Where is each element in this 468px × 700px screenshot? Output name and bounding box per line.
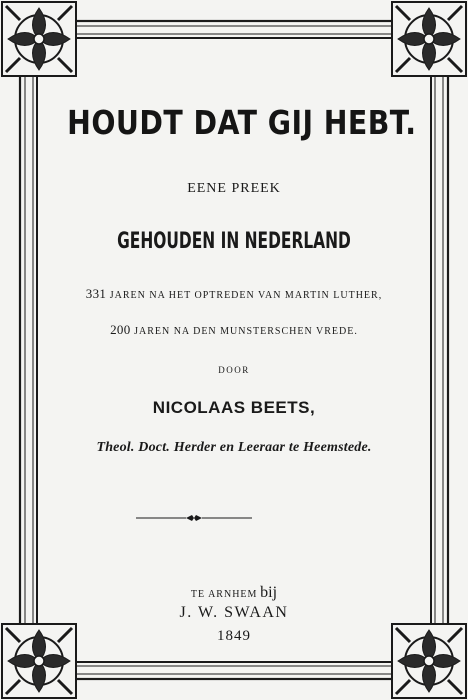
occasion-text: JAREN NA HET OPTREDEN VAN MARTIN LUTHER, — [109, 290, 383, 301]
title-page-content — [40, 0, 428, 700]
imprint-city: TE ARNHEM — [190, 589, 258, 600]
occasion-text: JAREN NA DEN MUNSTERSCHEN VREDE. — [134, 326, 358, 337]
author-credentials: Theol. Doct. Herder en Leeraar te Heemstede. — [96, 440, 372, 455]
publisher-name: J. W. SWAAN — [179, 604, 289, 621]
author-name: NICOLAAS BEETS, — [152, 398, 316, 417]
publication-year: 1849 — [217, 628, 251, 644]
imprint-bij: bij — [260, 584, 278, 601]
occasion-number: 331 — [85, 286, 107, 301]
subtitle-line-1: EENE PREEK — [187, 181, 281, 196]
subtitle-line-2: GEHOUDEN IN NEDERLAND — [117, 229, 351, 254]
by-label: DOOR — [218, 365, 250, 375]
occasion-line-luther — [40, 286, 428, 302]
occasion-number: 200 — [110, 322, 131, 337]
book-title: HOUDT DAT GIJ HEBT. — [67, 103, 417, 142]
imprint-place — [40, 584, 428, 602]
occasion-line-munster — [40, 322, 428, 338]
dash-ornament-icon — [136, 513, 252, 523]
